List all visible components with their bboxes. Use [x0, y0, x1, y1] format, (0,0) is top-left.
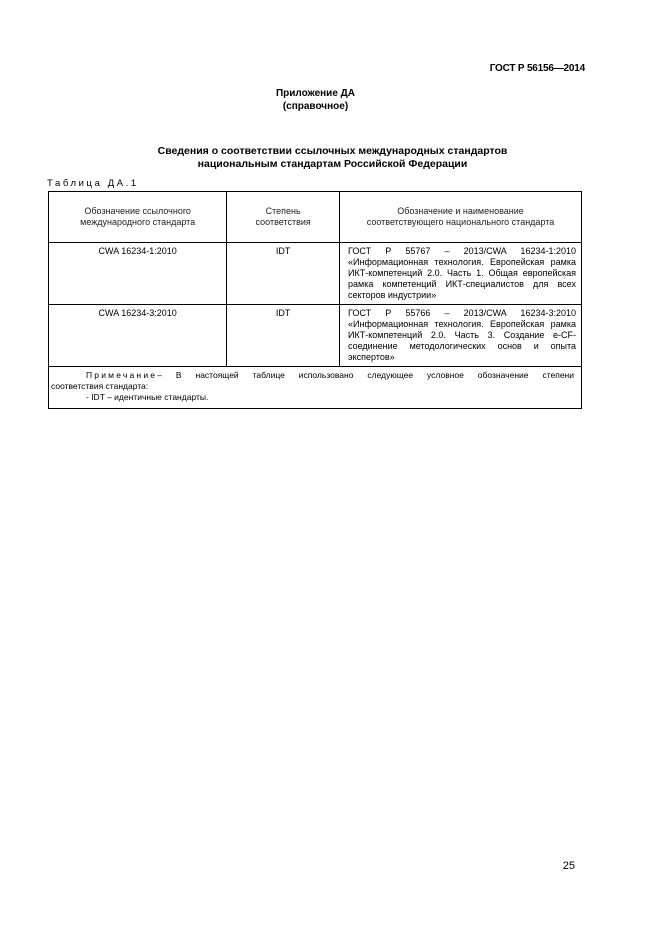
document-title-line-1: Сведения о соответствии ссылочных международных стандартов	[157, 145, 508, 157]
header-col3-line-2: соответствующего национального стандарта	[366, 217, 555, 227]
header-degree	[227, 192, 340, 243]
table-row	[49, 305, 582, 367]
note-line-1	[51, 370, 574, 381]
page-number: 25	[562, 860, 575, 872]
appendix-heading	[0, 87, 631, 113]
header-col1-line-1: Обозначение ссылочного	[84, 206, 191, 216]
table-note	[49, 367, 582, 409]
degree-cell: IDT	[227, 305, 340, 367]
note-line-2: соответствия стандарта:	[51, 381, 149, 391]
correspondence-table	[48, 191, 582, 409]
header-national-standard	[340, 192, 582, 243]
table-caption: Таблица ДА.1	[47, 178, 139, 189]
national-standard-cell: ГОСТ Р 55766 – 2013/CWA 16234-3:2010 «Информационная технология. Европейская рамка ИКТ-компетенций 2.0. Часть 3. Создание e-CF-соединение методологических основ и опыта экспертов»	[340, 305, 582, 367]
header-col3-line-1: Обозначение и наименование	[397, 206, 524, 216]
note-line-3: - IDT – идентичные стандарты.	[86, 392, 209, 402]
document-title-line-2: национальным стандартам Российской Федерации	[197, 158, 468, 170]
appendix-subtitle: (справочное)	[282, 101, 349, 112]
note-prefix: Примечание	[86, 370, 158, 380]
header-col2-line-2: соответствия	[255, 217, 311, 227]
reference-standard-cell: CWA 16234-3:2010	[49, 305, 227, 367]
table-row	[49, 243, 582, 305]
note-line-1-text: – В настоящей таблице использовано следующее условное обозначение степени	[157, 370, 574, 380]
header-col1-line-2: международного стандарта	[80, 217, 196, 227]
national-standard-cell: ГОСТ Р 55767 – 2013/CWA 16234-1:2010 «Информационная технология. Европейская рамка ИКТ-компетенций 2.0. Часть 1. Общая европейская рамка компетенций ИКТ-специалистов для всех секторов индустрии»	[340, 243, 582, 305]
table-note-row	[49, 367, 582, 409]
header-col2-line-1: Степень	[265, 206, 301, 216]
degree-cell: IDT	[227, 243, 340, 305]
reference-standard-cell: CWA 16234-1:2010	[49, 243, 227, 305]
appendix-title: Приложение ДА	[275, 88, 356, 99]
table-header-row	[49, 192, 582, 243]
header-reference-standard	[49, 192, 227, 243]
document-title	[0, 145, 661, 171]
document-code: ГОСТ Р 56156—2014	[489, 63, 585, 74]
